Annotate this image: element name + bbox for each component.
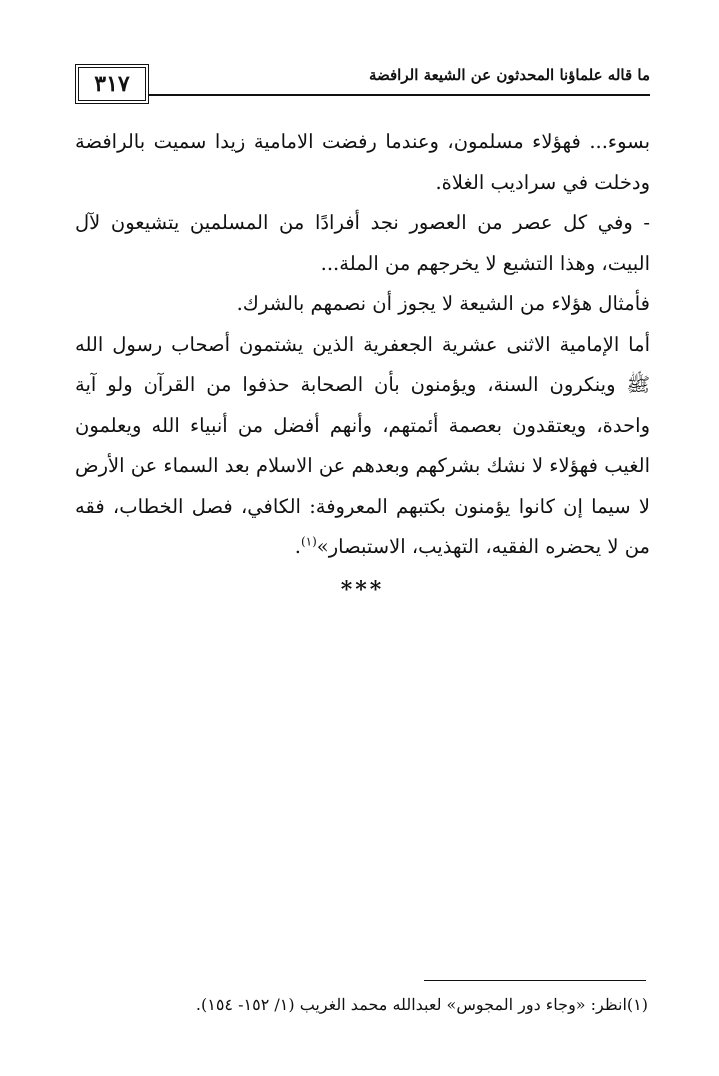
section-separator: *** (340, 576, 385, 603)
header-rule (149, 94, 650, 96)
body-text (75, 122, 650, 610)
paragraph-3: فأمثال هؤلاء من الشيعة لا يجوز أن نصمهم بالشرك. (236, 292, 650, 315)
page-number: ٣١٧ (75, 64, 149, 104)
footnote: (١)انظر: «وجاء دور المجوس» لعبدالله محمد الغريب (١/ ١٥٢- ١٥٤). (195, 995, 648, 1014)
page-header (75, 64, 650, 106)
paragraph-4-end: . (294, 535, 301, 558)
footnote-rule (424, 980, 646, 981)
running-title: ما قاله علماؤنا المحدثون عن الشيعة الرافضة (368, 66, 650, 84)
paragraph-2: - وفي كل عصر من العصور نجد أفرادًا من المسلمين يتشيعون لآل البيت، وهذا التشيع لا يخرجهم من الملة... (75, 211, 650, 275)
footnote-reference: (١) (300, 534, 317, 549)
paragraph-4-text: أما الإمامية الاثنى عشرية الجعفرية الذين يشتمون أصحاب رسول الله ﷺ وينكرون السنة، ويؤمنون بأن الصحابة حذفوا من القرآن ولو آية واحدة، ويعتقدون بعصمة أئمتهم، وأنهم أفضل من أنبياء الله ويعلمون الغيب فهؤلاء لا نشك بشركهم وبعدهم عن الاسلام بعد السماء عن الأرض لا سيما إن كانوا يؤمنون بكتبهم المعروفة: الكافي، فصل الخطاب، فقه من لا يحضره الفقيه، التهذيب، الاستبصار» (75, 332, 650, 558)
paragraph-1: بسوء... فهؤلاء مسلمون، وعندما رفضت الامامية زيدا سميت بالرافضة ودخلت في سراديب الغلاة. (75, 130, 650, 194)
paragraph-4 (75, 325, 650, 568)
